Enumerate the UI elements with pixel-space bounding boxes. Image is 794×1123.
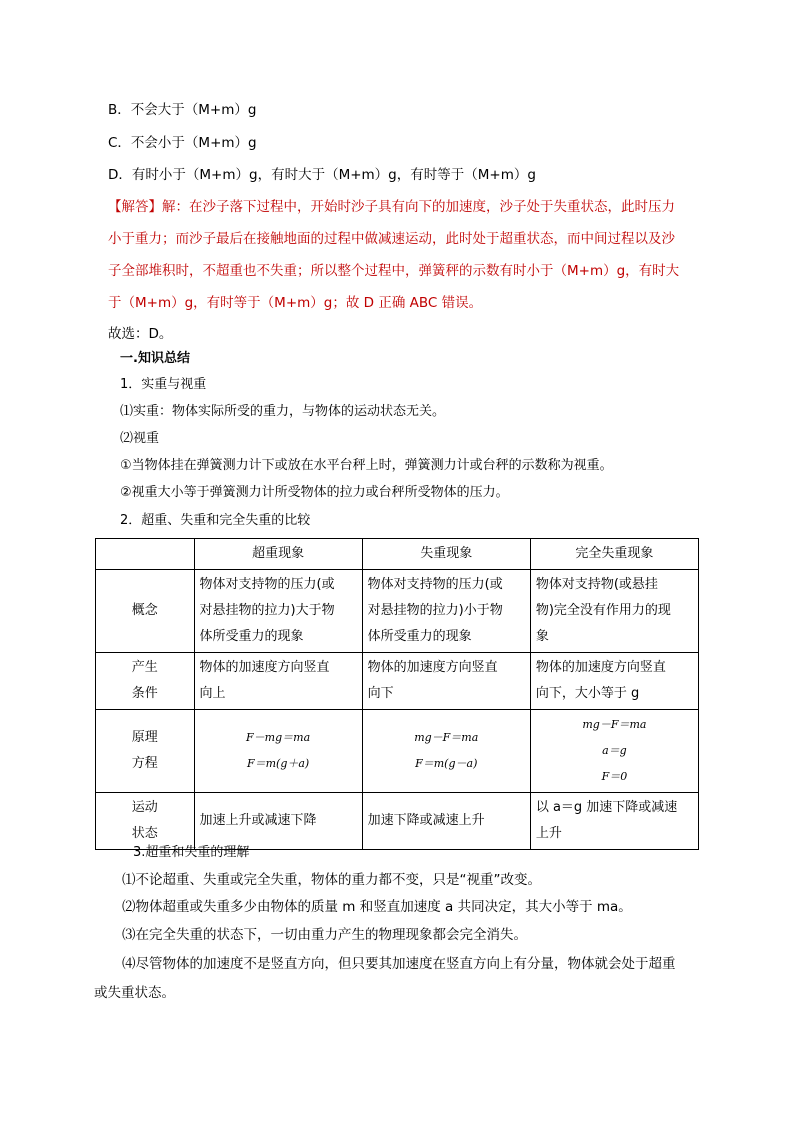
table-cell: 物体对支持物(或悬挂 物)完全没有作用力的现 象 <box>530 570 698 653</box>
table-cell: 物体的加速度方向竖直 向下，大小等于 g <box>530 653 698 710</box>
summary-heading: 一.知识总结 <box>120 351 190 366</box>
row-label-concept: 概念 <box>96 570 195 653</box>
answer-tag: 【解答】 <box>108 199 162 215</box>
header-cell-weightless: 失重现象 <box>362 539 530 570</box>
table-cell: 加速下降或减速上升 <box>362 793 530 850</box>
option-c: C．不会小于（M+m）g <box>108 135 257 151</box>
table-cell: 物体对支持物的压力(或 对悬挂物的拉力)小于物 体所受重力的现象 <box>362 570 530 653</box>
option-d: D．有时小于（M+m）g，有时大于（M+m）g，有时等于（M+m）g <box>108 167 536 183</box>
table-cell: 以 a＝g 加速下降或减速 上升 <box>530 793 698 850</box>
equation-cell: F－mg＝ma F＝m(g＋a) <box>194 710 362 793</box>
section1-title: 1．实重与视重 <box>120 377 207 392</box>
table-header-row <box>96 539 699 570</box>
section3-p4b: 或失重状态。 <box>94 985 175 1001</box>
section1-item2: ⑵视重 <box>120 431 160 446</box>
answer-line-2: 小于重力；而沙子最后在接触地面的过程中做减速运动，此时处于超重状态，而中间过程以及沙 <box>108 231 675 247</box>
equation-cell: mg－F＝ma F＝m(g－a) <box>362 710 530 793</box>
table-cell: 加速上升或减速下降 <box>194 793 362 850</box>
table-row-equation <box>96 710 699 793</box>
section3-p3: ⑶在完全失重的状态下，一切由重力产生的物理现象都会完全消失。 <box>122 927 527 943</box>
row-label-condition: 产生 条件 <box>96 653 195 710</box>
section1-item2b: ②视重大小等于弹簧测力计所受物体的拉力或台秤所受物体的压力。 <box>120 485 509 500</box>
section3-p4a: ⑷尽管物体的加速度不是竖直方向，但只要其加速度在竖直方向上有分量，物体就会处于超重 <box>122 956 676 972</box>
answer-text-1: 解：在沙子落下过程中，开始时沙子具有向下的加速度，沙子处于失重状态，此时压力 <box>162 199 675 215</box>
table-row-condition <box>96 653 699 710</box>
header-cell-overweight: 超重现象 <box>194 539 362 570</box>
section3-title: 3.超重和失重的理解 <box>133 845 250 860</box>
table-cell: 物体的加速度方向竖直 向上 <box>194 653 362 710</box>
section1-item1: ⑴实重：物体实际所受的重力，与物体的运动状态无关。 <box>120 404 446 419</box>
header-cell-empty <box>96 539 195 570</box>
row-label-motion: 运动 状态 <box>96 793 195 850</box>
table-row-motion <box>96 793 699 850</box>
option-b: B．不会大于（M+m）g <box>108 102 257 118</box>
header-cell-complete-weightless: 完全失重现象 <box>530 539 698 570</box>
table-cell: 物体对支持物的压力(或 对悬挂物的拉力)大于物 体所受重力的现象 <box>194 570 362 653</box>
answer-line-1 <box>108 197 675 217</box>
comparison-table <box>95 538 699 850</box>
section3-p2: ⑵物体超重或失重多少由物体的质量 m 和竖直加速度 a 共同决定，其大小等于 ma。 <box>122 899 632 915</box>
table-row-concept <box>96 570 699 653</box>
table-cell: 物体的加速度方向竖直 向下 <box>362 653 530 710</box>
answer-choice: 故选：D。 <box>108 326 173 342</box>
row-label-equation: 原理 方程 <box>96 710 195 793</box>
section1-item2a: ①当物体挂在弹簧测力计下或放在水平台秤上时，弹簧测力计或台秤的示数称为视重。 <box>120 458 613 473</box>
answer-line-4: 于（M+m）g，有时等于（M+m）g；故 D 正确 ABC 错误。 <box>108 295 483 311</box>
section3-p1: ⑴不论超重、失重或完全失重，物体的重力都不变，只是“视重”改变。 <box>122 872 541 888</box>
section2-title: 2．超重、失重和完全失重的比较 <box>120 513 311 528</box>
equation-cell: mg－F＝ma a＝g F＝0 <box>530 710 698 793</box>
answer-line-3: 子全部堆积时，不超重也不失重；所以整个过程中，弹簧秤的示数有时小于（M+m）g，有时大 <box>108 263 680 279</box>
